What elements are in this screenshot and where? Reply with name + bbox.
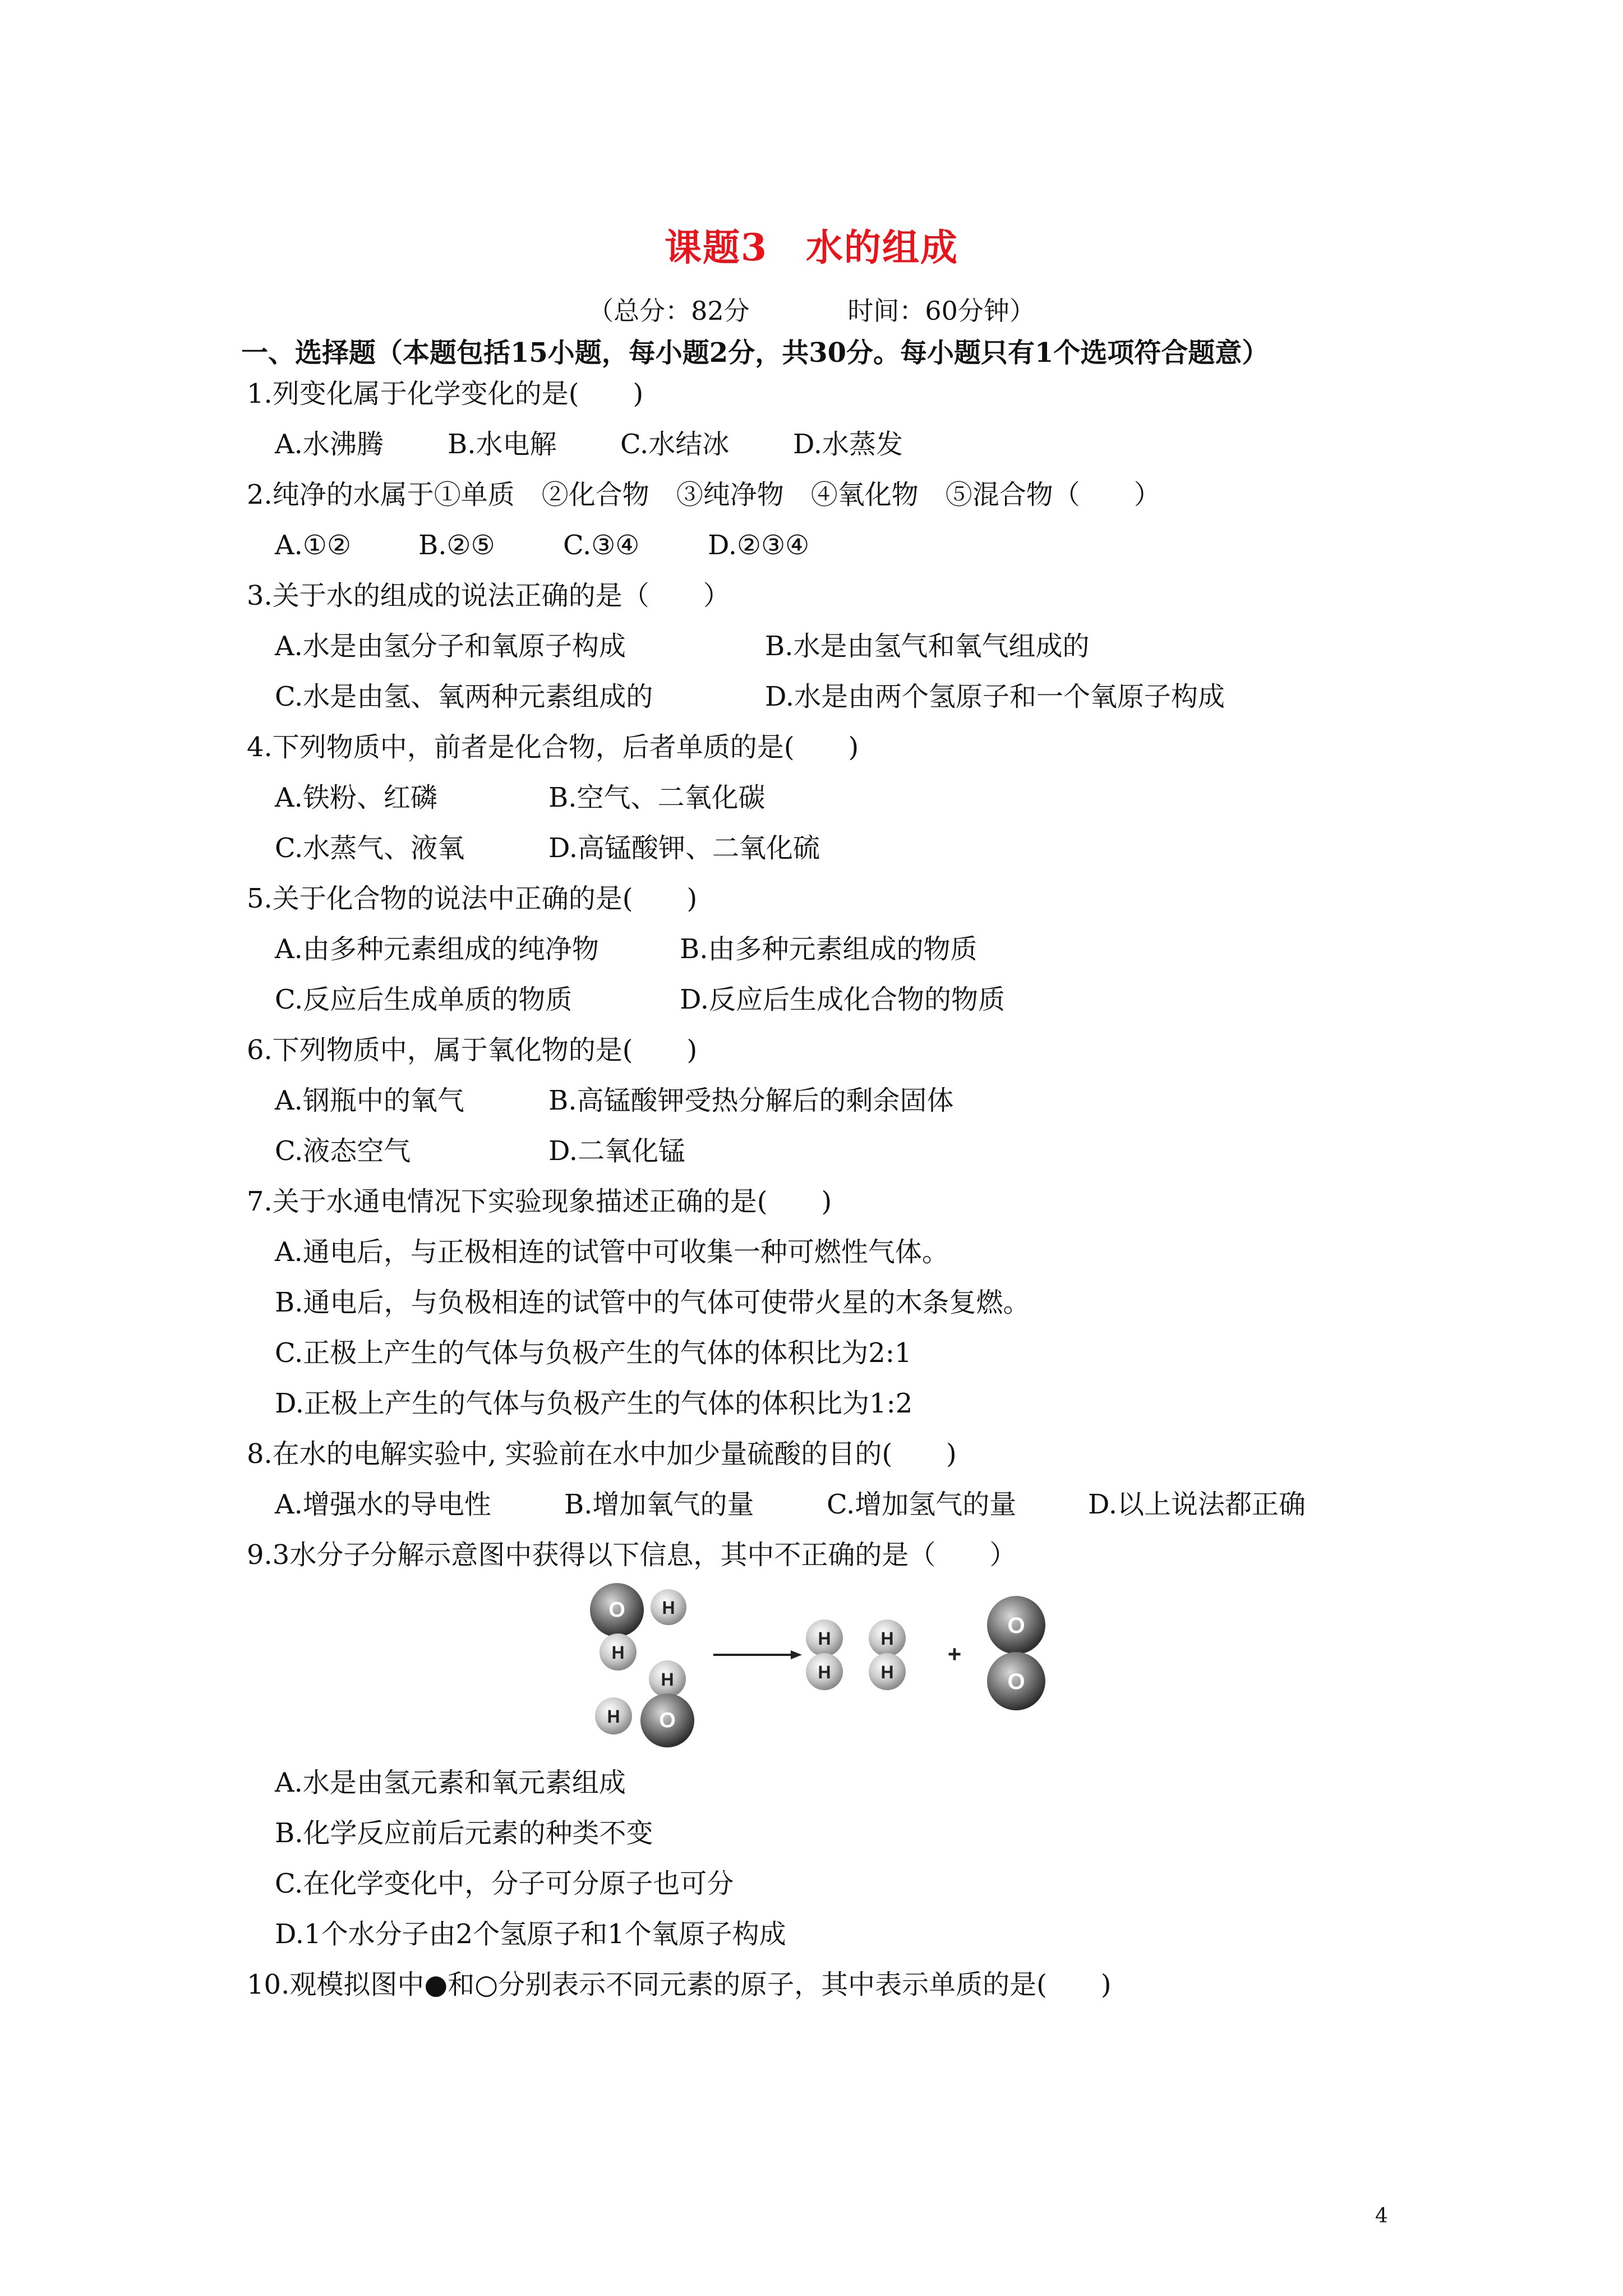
question-stem: 2.纯净的水属于①单质 ②化合物 ③纯净物 ④氧化物 ⑤混合物（ ）: [247, 479, 1161, 510]
option-c: C.③④: [563, 530, 640, 561]
question-stem: 9.3水分子分解示意图中获得以下信息，其中不正确的是（ ）: [247, 1539, 1017, 1571]
atom-label: H: [661, 1669, 674, 1690]
page-title: 课题3 水的组成: [665, 226, 958, 269]
water-decomposition-diagram: [578, 1579, 1082, 1747]
question-stem: 5.关于化合物的说法中正确的是( ): [247, 883, 698, 914]
option-b: B.通电后，与负极相连的试管中的气体可使带火星的木条复燃。: [275, 1287, 1030, 1318]
option-b: B.化学反应前后元素的种类不变: [275, 1818, 653, 1849]
oxygen-molecule: [987, 1596, 1045, 1710]
atom-label: O: [1007, 1613, 1025, 1638]
option-d: D.水是由两个氢原子和一个氧原子构成: [765, 681, 1225, 712]
option-b: B.水电解: [448, 429, 557, 460]
water-molecule: [590, 1583, 686, 1671]
option-a: A.钢瓶中的氧气: [275, 1085, 464, 1116]
total-score: （总分：82分: [588, 296, 750, 326]
question-stem: 10.观模拟图中●和○分别表示不同元素的原子，其中表示单质的是( ): [247, 1969, 1112, 2000]
atom-label: H: [880, 1628, 894, 1649]
plus-sign: +: [947, 1641, 962, 1667]
option-a: A.由多种元素组成的纯净物: [275, 933, 599, 965]
option-a: A.①②: [275, 530, 351, 561]
option-c: C.增加氢气的量: [827, 1489, 1017, 1520]
option-b: B.由多种元素组成的物质: [680, 933, 978, 965]
option-d: D.②③④: [708, 530, 810, 561]
option-d: D.1个水分子由2个氢原子和1个氧原子构成: [275, 1918, 786, 1950]
exam-meta: [0, 291, 1623, 328]
atom-label: H: [611, 1642, 625, 1663]
option-c: C.液态空气: [275, 1135, 411, 1167]
hydrogen-molecules: [806, 1619, 906, 1690]
question-stem: 3.关于水的组成的说法正确的是（ ）: [247, 580, 730, 611]
option-a: A.通电后，与正极相连的试管中可收集一种可燃性气体。: [275, 1236, 949, 1268]
option-a: A.水是由氢分子和氧原子构成: [275, 631, 626, 662]
option-b: B.高锰酸钾受热分解后的剩余固体: [548, 1085, 954, 1116]
option-c: C.在化学变化中，分子可分原子也可分: [275, 1868, 734, 1899]
section-heading: 一、选择题（本题包括15小题，每小题2分，共30分。每小题只有1个选项符合题意）: [241, 337, 1269, 369]
atom-label: O: [608, 1598, 625, 1622]
option-d: D.水蒸发: [793, 429, 903, 460]
atom-label: O: [659, 1709, 676, 1732]
question-stem: 7.关于水通电情况下实验现象描述正确的是( ): [247, 1186, 832, 1217]
option-a: A.铁粉、红磷: [275, 782, 437, 813]
option-a: A.增强水的导电性: [275, 1489, 491, 1520]
option-c: C.反应后生成单质的物质: [275, 984, 573, 1015]
atom-label: O: [1007, 1669, 1025, 1694]
atom-label: H: [880, 1662, 894, 1682]
time-limit: 时间：60分钟）: [847, 296, 1035, 326]
atom-label: H: [662, 1598, 675, 1618]
option-b: B.水是由氢气和氧气组成的: [765, 631, 1090, 662]
option-c: C.水是由氢、氧两种元素组成的: [275, 681, 653, 712]
page-number: 4: [1375, 2205, 1388, 2228]
option-d: D.二氧化锰: [548, 1135, 686, 1167]
option-a: A.水沸腾: [275, 429, 384, 460]
option-a: A.水是由氢元素和氧元素组成: [275, 1767, 626, 1798]
question-stem: 8.在水的电解实验中, 实验前在水中加少量硫酸的目的( ): [247, 1438, 957, 1470]
reaction-arrow: [713, 1650, 802, 1659]
option-b: B.②⑤: [418, 530, 495, 561]
option-c: C.水蒸气、液氧: [275, 832, 465, 864]
question-stem: 4.下列物质中，前者是化合物，后者单质的是( ): [247, 731, 859, 763]
question-stem: 1.列变化属于化学变化的是( ): [247, 378, 644, 409]
option-d: D.以上说法都正确: [1088, 1489, 1306, 1520]
option-d: D.正极上产生的气体与负极产生的气体的体积比为1:2: [275, 1388, 913, 1419]
atom-label: H: [818, 1662, 831, 1682]
atom-label: H: [818, 1628, 831, 1649]
option-b: B.空气、二氧化碳: [548, 782, 766, 813]
option-d: D.高锰酸钾、二氧化硫: [548, 832, 820, 864]
question-stem: 6.下列物质中，属于氧化物的是( ): [247, 1034, 698, 1066]
option-b: B.增加氧气的量: [564, 1489, 754, 1520]
option-c: C.正极上产生的气体与负极产生的气体的体积比为2:1: [275, 1337, 912, 1369]
option-c: C.水结冰: [620, 429, 730, 460]
atom-label: H: [607, 1706, 620, 1727]
water-molecule: [595, 1660, 694, 1747]
option-d: D.反应后生成化合物的物质: [680, 984, 1006, 1015]
